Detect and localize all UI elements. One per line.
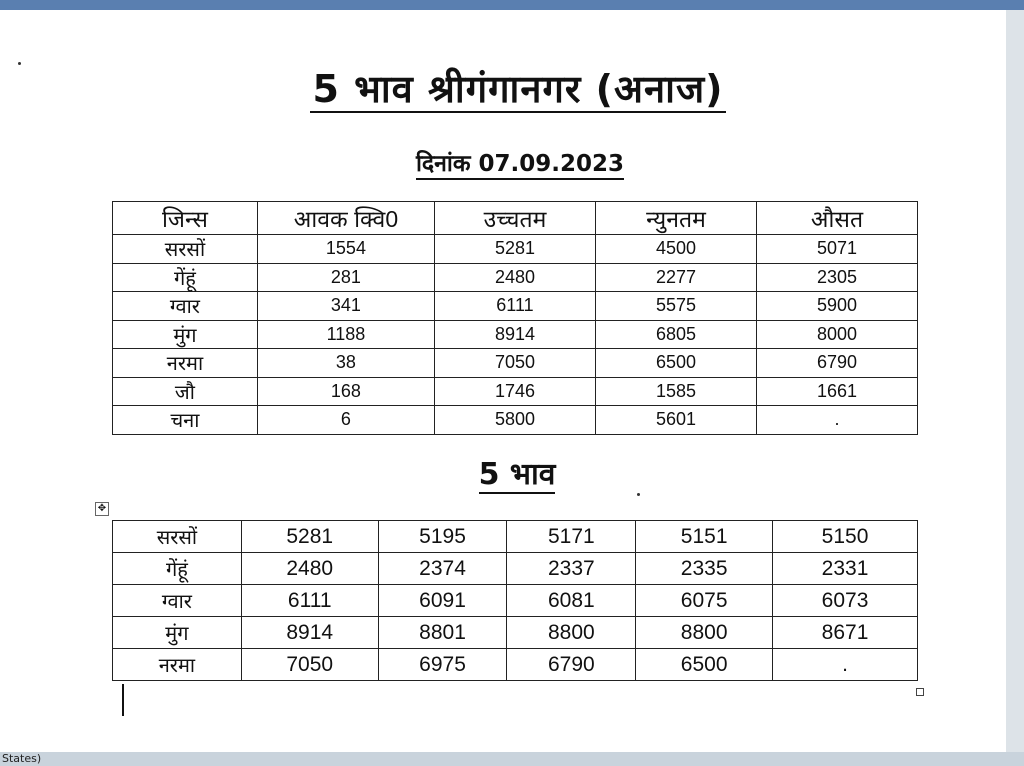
table-cell[interactable]: 8671 (773, 617, 918, 649)
table-cell[interactable]: 6111 (241, 585, 378, 617)
table-cell[interactable]: 5171 (507, 521, 636, 553)
table-cell[interactable]: 5071 (756, 235, 917, 264)
table-cell[interactable]: 2335 (636, 553, 773, 585)
table-cell[interactable]: 2480 (241, 553, 378, 585)
table-cell[interactable]: 6 (257, 406, 434, 435)
table-row (113, 263, 918, 292)
table-cell[interactable]: 6805 (595, 320, 756, 349)
table-cell[interactable]: 6790 (756, 349, 917, 378)
date-line (400, 146, 640, 178)
table-cell[interactable]: . (756, 406, 917, 435)
table-cell[interactable]: 38 (257, 349, 434, 378)
table-cell[interactable]: 281 (257, 263, 434, 292)
table-cell[interactable]: 1554 (257, 235, 434, 264)
table-cell[interactable]: गेंहूं (113, 263, 258, 292)
table-cell[interactable]: 5281 (241, 521, 378, 553)
table-cell[interactable]: 2337 (507, 553, 636, 585)
page-right-margin (1006, 10, 1024, 756)
table-cell[interactable]: 6790 (507, 649, 636, 681)
table-cell[interactable]: 8914 (434, 320, 595, 349)
table-cell[interactable]: 7050 (241, 649, 378, 681)
table-cell[interactable]: . (773, 649, 918, 681)
table-move-handle-icon[interactable]: ✥ (95, 502, 109, 516)
page-speck (18, 62, 21, 65)
window-top-bar (0, 0, 1024, 10)
table-header-row (113, 202, 918, 235)
table-row (113, 521, 918, 553)
table-cell[interactable]: 2374 (378, 553, 507, 585)
table-row (113, 585, 918, 617)
header-arrival: आवक क्वि0 (257, 202, 434, 235)
table-cell[interactable]: 1661 (756, 377, 917, 406)
table-row (113, 349, 918, 378)
table-cell[interactable]: चना (113, 406, 258, 435)
table-cell[interactable]: ग्वार (113, 292, 258, 321)
table-cell[interactable]: 6111 (434, 292, 595, 321)
table-cell[interactable]: 5601 (595, 406, 756, 435)
status-bar (0, 752, 1024, 766)
header-lowest: न्युनतम (595, 202, 756, 235)
table-cell[interactable]: 5195 (378, 521, 507, 553)
header-highest: उच्चतम (434, 202, 595, 235)
table-cell[interactable]: 8800 (507, 617, 636, 649)
table-cell[interactable]: 6500 (636, 649, 773, 681)
table-cell[interactable]: 6091 (378, 585, 507, 617)
table-cell[interactable]: गेंहूं (113, 553, 242, 585)
table-cell[interactable]: 8000 (756, 320, 917, 349)
header-commodity: जिन्स (113, 202, 258, 235)
header-average: औसत (756, 202, 917, 235)
subtitle-text: 5 भाव (478, 457, 556, 492)
table-cell[interactable]: 5150 (773, 521, 918, 553)
table-cell[interactable]: 5800 (434, 406, 595, 435)
rates-table[interactable] (112, 201, 918, 435)
table-cell[interactable]: 4500 (595, 235, 756, 264)
table-cell[interactable]: 8800 (636, 617, 773, 649)
table-cell[interactable]: 2331 (773, 553, 918, 585)
table-cell[interactable]: 168 (257, 377, 434, 406)
document-title (258, 62, 778, 114)
table-cell[interactable]: 2305 (756, 263, 917, 292)
status-text: States) (2, 752, 42, 765)
table-row (113, 617, 918, 649)
table-cell[interactable]: जौ (113, 377, 258, 406)
table-cell[interactable]: 341 (257, 292, 434, 321)
table-cell[interactable]: मुंग (113, 617, 242, 649)
table-cell[interactable]: 6500 (595, 349, 756, 378)
table-cell[interactable]: नरमा (113, 349, 258, 378)
table-cell[interactable]: 1746 (434, 377, 595, 406)
section-subtitle (462, 452, 572, 493)
table-row (113, 553, 918, 585)
table-row (113, 406, 918, 435)
table-cell[interactable]: 2480 (434, 263, 595, 292)
table-cell[interactable]: 6075 (636, 585, 773, 617)
table-cell[interactable]: 5900 (756, 292, 917, 321)
table-resize-handle[interactable] (916, 688, 924, 696)
table-cell[interactable]: ग्वार (113, 585, 242, 617)
table-cell[interactable]: 5575 (595, 292, 756, 321)
table-cell[interactable]: सरसों (113, 235, 258, 264)
table-row (113, 235, 918, 264)
title-text: 5 भाव श्रीगंगानगर (अनाज) (312, 67, 724, 111)
table-cell[interactable]: 6975 (378, 649, 507, 681)
table-cell[interactable]: 5151 (636, 521, 773, 553)
table-cell[interactable]: 6081 (507, 585, 636, 617)
date-text: दिनांक 07.09.2023 (416, 151, 624, 180)
table-row (113, 649, 918, 681)
table-cell[interactable]: 2277 (595, 263, 756, 292)
table-cell[interactable]: 1188 (257, 320, 434, 349)
table-cell[interactable]: 1585 (595, 377, 756, 406)
table-cell[interactable]: 6073 (773, 585, 918, 617)
five-rates-table[interactable] (112, 520, 918, 681)
table-row (113, 292, 918, 321)
table-row (113, 377, 918, 406)
table-row (113, 320, 918, 349)
table-cell[interactable]: नरमा (113, 649, 242, 681)
table-cell[interactable]: सरसों (113, 521, 242, 553)
table-cell[interactable]: मुंग (113, 320, 258, 349)
table-cell[interactable]: 5281 (434, 235, 595, 264)
page-speck (637, 493, 640, 496)
table-cell[interactable]: 8914 (241, 617, 378, 649)
text-cursor (122, 684, 124, 716)
table-cell[interactable]: 7050 (434, 349, 595, 378)
table-cell[interactable]: 8801 (378, 617, 507, 649)
